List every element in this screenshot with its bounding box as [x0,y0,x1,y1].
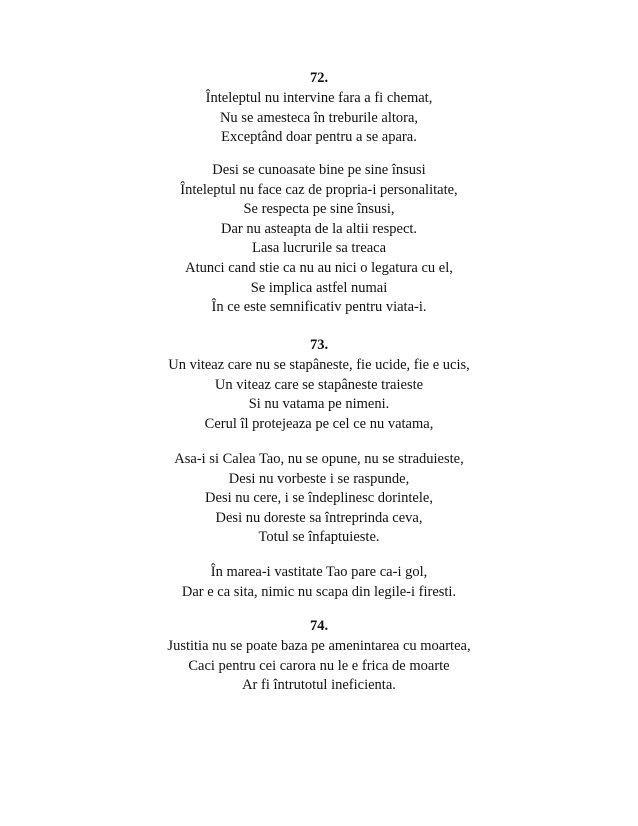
verse-line: Atunci cand stie ca nu au nici o legatura cu el, [185,259,453,276]
verse-line: Desi se cunoasate bine pe sine însusi [212,162,426,178]
section-72-stanza-2 [0,161,638,318]
section-74-stanza-1 [0,637,638,696]
verse-line: Desi nu cere, i se îndeplinesc dorintele, [205,490,433,507]
verse-line: Se respecta pe sine însusi, [243,201,395,218]
verse-line: Înteleptul nu intervine fara a fi chemat, [205,90,433,106]
section-73-stanza-2 [0,450,638,548]
verse-line: Asa-i si Calea Tao, nu se opune, nu se straduieste, [174,451,464,467]
verse-line: Exceptând doar pentru a se apara. [221,129,417,146]
verse-line: Un viteaz care se stapâneste traieste [214,376,424,393]
verse-line: Justitia nu se poate baza pe amenintarea cu moartea, [167,638,471,654]
section-73-stanza-1 [0,356,638,434]
verse-line: Dar nu asteapta de la altii respect. [220,220,418,237]
verse-line: Un viteaz care nu se stapâneste, fie ucide, fie e ucis, [168,357,470,373]
verse-line: Ar fi întrutotul ineficienta. [242,677,396,694]
verse-line: Înteleptul nu face caz de propria-i personalitate, [180,181,458,198]
section-74-heading: 74. [309,618,329,634]
section-73-stanza-3 [0,563,638,602]
verse-line: Desi nu vorbeste i se raspunde, [228,470,410,487]
verse-line: Lasa lucrurile sa treaca [251,240,387,257]
verse-line: Totul se înfaptuieste. [258,529,380,546]
verse-line: Cerul îl protejeaza pe cel ce nu vatama, [204,415,434,432]
section-72-heading: 72. [309,70,329,86]
verse-line: Nu se amesteca în treburile altora, [219,109,419,126]
verse-line: Desi nu doreste sa întreprinda ceva, [215,509,423,526]
verse-line: Caci pentru cei carora nu le e frica de moarte [188,657,450,674]
verse-line: Si nu vatama pe nimeni. [248,396,390,413]
section-73-heading: 73. [309,337,329,353]
verse-line: În marea-i vastitate Tao pare ca-i gol, [210,564,428,580]
verse-line: În ce este semnificativ pentru viata-i. [211,299,427,316]
section-72-stanza-1 [0,89,638,148]
verse-line: Dar e ca sita, nimic nu scapa din legile-i firesti. [181,583,457,600]
verse-line: Se implica astfel numai [250,279,388,296]
